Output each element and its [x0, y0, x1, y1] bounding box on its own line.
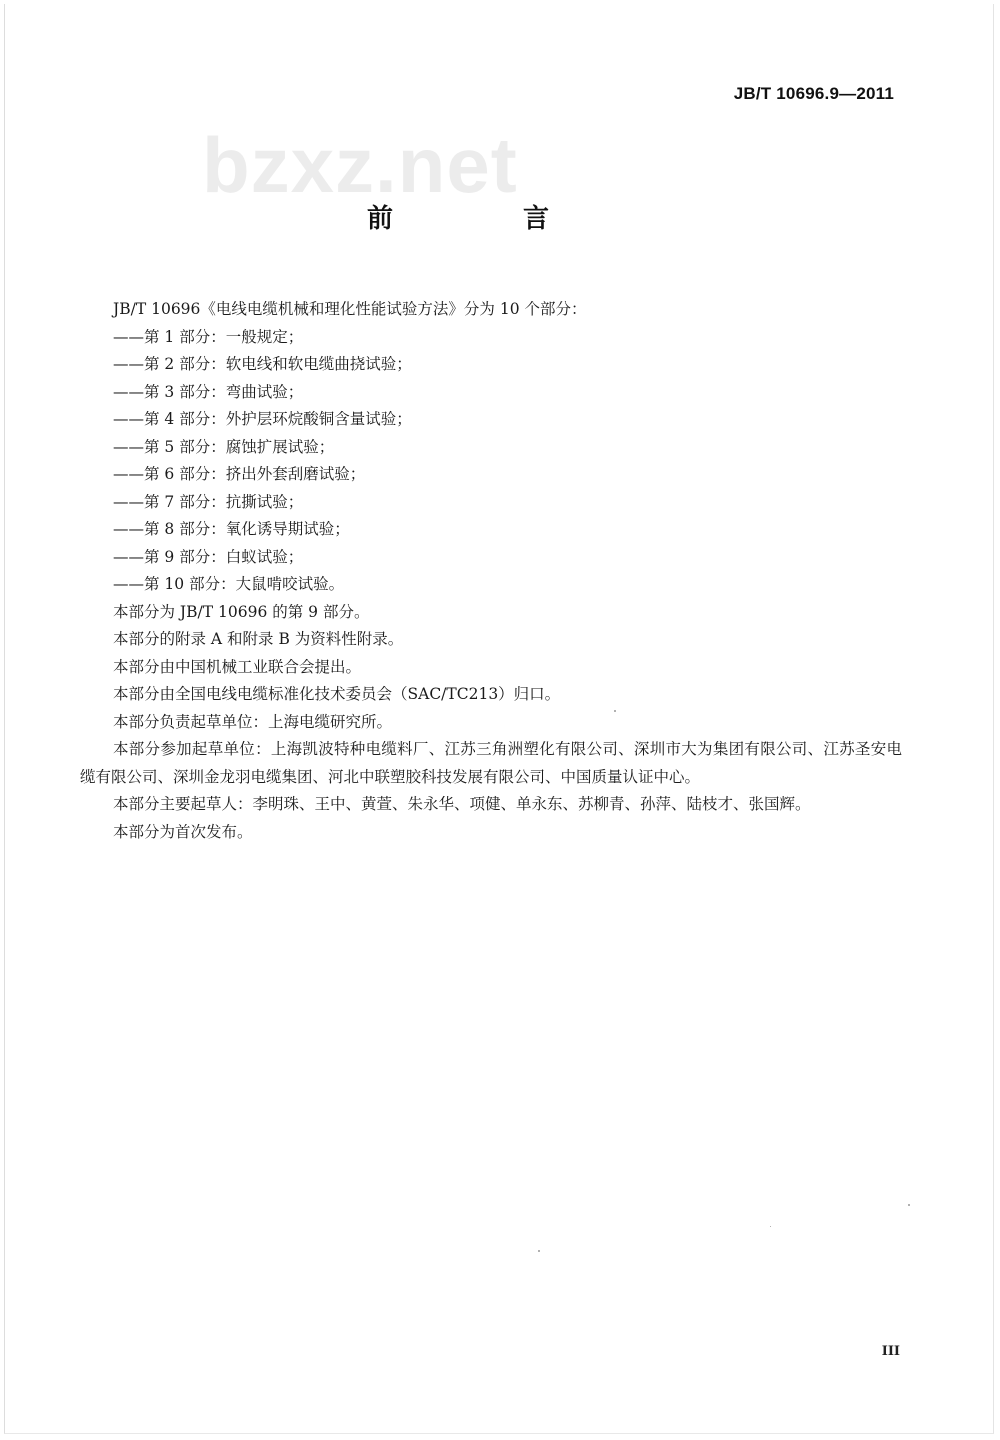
page-title: 前 言 [366, 204, 601, 234]
scan-speck [614, 710, 616, 712]
page-number: III [881, 1344, 900, 1359]
document-code: JB/T 10696.9—2011 [733, 84, 894, 103]
part-item: ——第 7 部分：抗撕试验； [113, 492, 304, 511]
part-item: ——第 4 部分：外护层环烷酸铜含量试验； [113, 410, 412, 428]
part-item: ——第 10 部分：大鼠啃咬试验。 [113, 575, 345, 593]
part-item: ——第 6 部分：挤出外套刮磨试验； [113, 465, 366, 483]
paragraph: 本部分为首次发布。 [113, 822, 253, 841]
scan-speck [770, 1226, 771, 1227]
paragraph: 本部分由全国电线电缆标准化技术委员会（SAC/TC213）归口。 [113, 685, 561, 703]
part-item: ——第 2 部分：软电线和软电缆曲挠试验； [113, 355, 412, 373]
document-body [80, 296, 902, 846]
parts-list [80, 324, 902, 599]
paragraph: 本部分由中国机械工业联合会提出。 [113, 657, 362, 676]
scan-speck [908, 1204, 910, 1206]
paragraph: 本部分为 JB/T 10696 的第 9 部分。 [113, 602, 370, 621]
paragraph: 本部分主要起草人：李明珠、王中、黄萱、朱永华、项健、单永东、苏柳青、孙萍、陆枝才、张国辉。 [113, 795, 811, 813]
scan-speck [538, 1250, 540, 1252]
paragraph: 本部分的附录 A 和附录 B 为资料性附录。 [113, 630, 404, 648]
part-item: ——第 3 部分：弯曲试验； [113, 382, 304, 401]
part-item: ——第 9 部分：白蚁试验； [113, 547, 304, 566]
part-item: ——第 8 部分：氧化诱导期试验； [113, 520, 350, 538]
intro-line: JB/T 10696《电线电缆机械和理化性能试验方法》分为 10 个部分： [113, 300, 587, 318]
part-item: ——第 5 部分：腐蚀扩展试验； [113, 437, 335, 456]
part-item: ——第 1 部分：一般规定； [113, 327, 304, 346]
paragraph: 本部分参加起草单位：上海凯波特种电缆料厂、江苏三角洲塑化有限公司、深圳市大为集团有限公司、江苏圣安电缆有限公司、深圳金龙羽电缆集团、河北中联塑胶科技发展有限公司、中国质量认证中心。 [80, 740, 902, 786]
paragraph: 本部分负责起草单位：上海电缆研究所。 [113, 712, 393, 731]
watermark-logo: bzxz.net [202, 121, 518, 209]
